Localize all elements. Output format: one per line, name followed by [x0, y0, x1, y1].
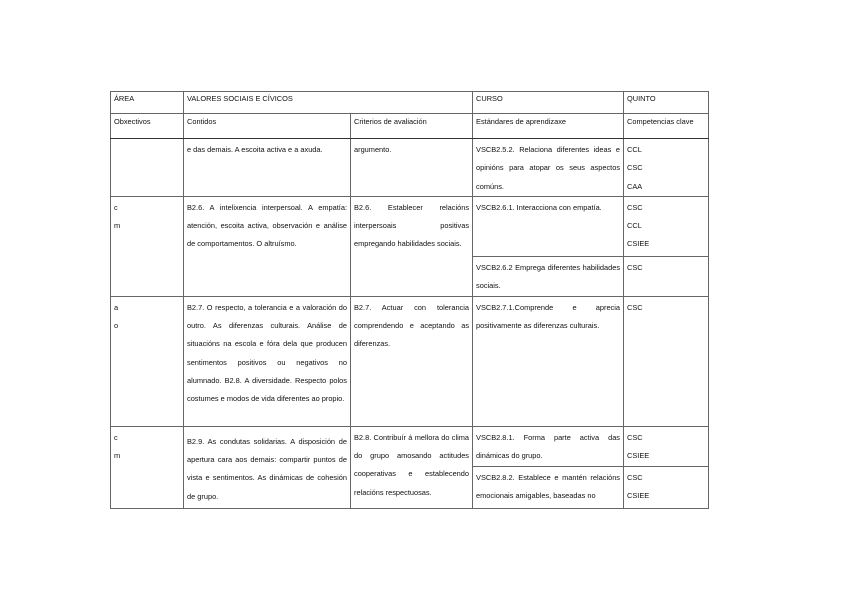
table-row: [111, 426, 709, 466]
column-header-competences-text: Competencias clave: [627, 117, 694, 126]
objective-code: c: [114, 202, 118, 212]
criteria-cell: [351, 139, 473, 197]
competence-code: CCL: [627, 145, 642, 154]
course-label-cell: [473, 92, 624, 114]
contents-text: B2.7. O respecto, a tolerancia e a valoración do outro. As diferenzas culturais. Análise de situacións na escola e fóra dela que producen sentimentos positivos ou negativos no alumnado. B2.8. A diversidade. Respecto polos costumes e modos de vida diferentes ao propio.: [187, 302, 347, 404]
column-header-contents-text: Contidos: [187, 117, 217, 126]
competences-cell: [624, 466, 709, 508]
contents-cell: [184, 296, 351, 426]
standards-cell: [473, 196, 624, 256]
contents-cell: [184, 196, 351, 296]
competence-code: CCL: [627, 221, 642, 231]
column-header-competences: [624, 114, 709, 139]
area-value-cell: [184, 92, 473, 114]
competence-code: CSIEE: [627, 491, 650, 501]
competences-cell: [624, 426, 709, 466]
column-header-objectives: [111, 114, 184, 139]
competences-cell: [624, 196, 709, 256]
column-header-standards-text: Estándares de aprendizaxe: [476, 117, 566, 126]
standards-cell: [473, 466, 624, 508]
criteria-cell: [351, 296, 473, 426]
criteria-text: argumento.: [354, 145, 392, 154]
competences-cell: [624, 139, 709, 197]
standards-cell: [473, 139, 624, 197]
objective-code: m: [114, 451, 121, 461]
competence-code: CSIEE: [627, 239, 650, 249]
objective-code: o: [114, 321, 119, 331]
area-value: VALORES SOCIAIS E CÍVICOS: [187, 94, 293, 103]
competences-cell: [624, 296, 709, 426]
column-header-criteria: [351, 114, 473, 139]
competences-cell: [624, 256, 709, 296]
standard-text: VSCB2.6.1. Interacciona con empatía.: [476, 202, 602, 212]
standard-text: VSCB2.8.2. Establece e mantén relacións emocionais amigables, baseadas no: [476, 472, 621, 501]
objective-code: a: [114, 302, 119, 312]
competence-code: CSC: [627, 302, 643, 312]
area-label-cell: [111, 92, 184, 114]
competence-code: CSC: [627, 202, 643, 212]
objectives-cell: [111, 196, 184, 296]
criteria-cell: [351, 426, 473, 508]
standards-cell: [473, 426, 624, 466]
objective-code: c: [114, 432, 118, 442]
column-header-criteria-text: Criterios de avaliación: [354, 117, 427, 126]
course-label: CURSO: [476, 94, 503, 103]
standard-text: VSCB2.6.2 Emprega diferentes habilidades sociais.: [476, 262, 621, 291]
contents-text: B2.6. A intelixencia interpersoal. A empatía: atención, escoita activa, observación e análise de comportamentos. O altruísmo.: [187, 202, 347, 249]
standard-text: VSCB2.8.1. Forma parte activa das dinámicas do grupo.: [476, 432, 621, 461]
criteria-cell: [351, 196, 473, 296]
table-row: [111, 296, 709, 426]
objectives-cell: [111, 426, 184, 508]
competence-code: CAA: [627, 181, 643, 191]
objective-code: m: [114, 221, 121, 231]
column-header-contents: [184, 114, 351, 139]
column-header-standards: [473, 114, 624, 139]
column-header-objectives-text: Obxectivos: [114, 117, 151, 126]
criteria-text: B2.8. Contribuír á mellora do clima do grupo amosando actitudes cooperativas e establecendo relacións respectuosas.: [354, 432, 470, 497]
header-row-area: [111, 92, 709, 114]
table-row: [111, 139, 709, 197]
area-label: ÁREA: [114, 94, 135, 103]
contents-cell: [184, 139, 351, 197]
objectives-cell: [111, 139, 184, 197]
competence-code: CSC: [627, 432, 643, 442]
standard-text: VSCB2.7.1.Comprende e aprecia positivamente as diferenzas culturais.: [476, 302, 621, 331]
curriculum-table: [110, 91, 709, 509]
contents-text: e das demais. A escoita activa e a axuda.: [187, 145, 323, 154]
standards-cell: [473, 256, 624, 296]
course-value-cell: [624, 92, 709, 114]
header-row-columns: [111, 114, 709, 139]
contents-text: B2.9. As condutas solidarias. A disposición de apertura cara aos demais: compartir puntos de vista e sentimentos. As dinámicas de cohesión de grupo.: [187, 436, 347, 501]
competence-code: CSC: [627, 472, 643, 482]
table-row: [111, 196, 709, 256]
competence-code: CSC: [627, 163, 643, 173]
objectives-cell: [111, 296, 184, 426]
criteria-text: B2.7. Actuar con tolerancia comprendendo e aceptando as diferenzas.: [354, 302, 470, 349]
contents-cell: [184, 426, 351, 508]
standard-text: VSCB2.5.2. Relaciona diferentes ideas e opinións para atopar os seus aspectos comúns.: [476, 145, 621, 191]
competence-code: CSC: [627, 262, 643, 272]
standards-cell: [473, 296, 624, 426]
competence-code: CSIEE: [627, 451, 650, 461]
criteria-text: B2.6. Establecer relacións interpersoais positivas empregando habilidades sociais.: [354, 202, 470, 249]
course-value: QUINTO: [627, 94, 656, 103]
